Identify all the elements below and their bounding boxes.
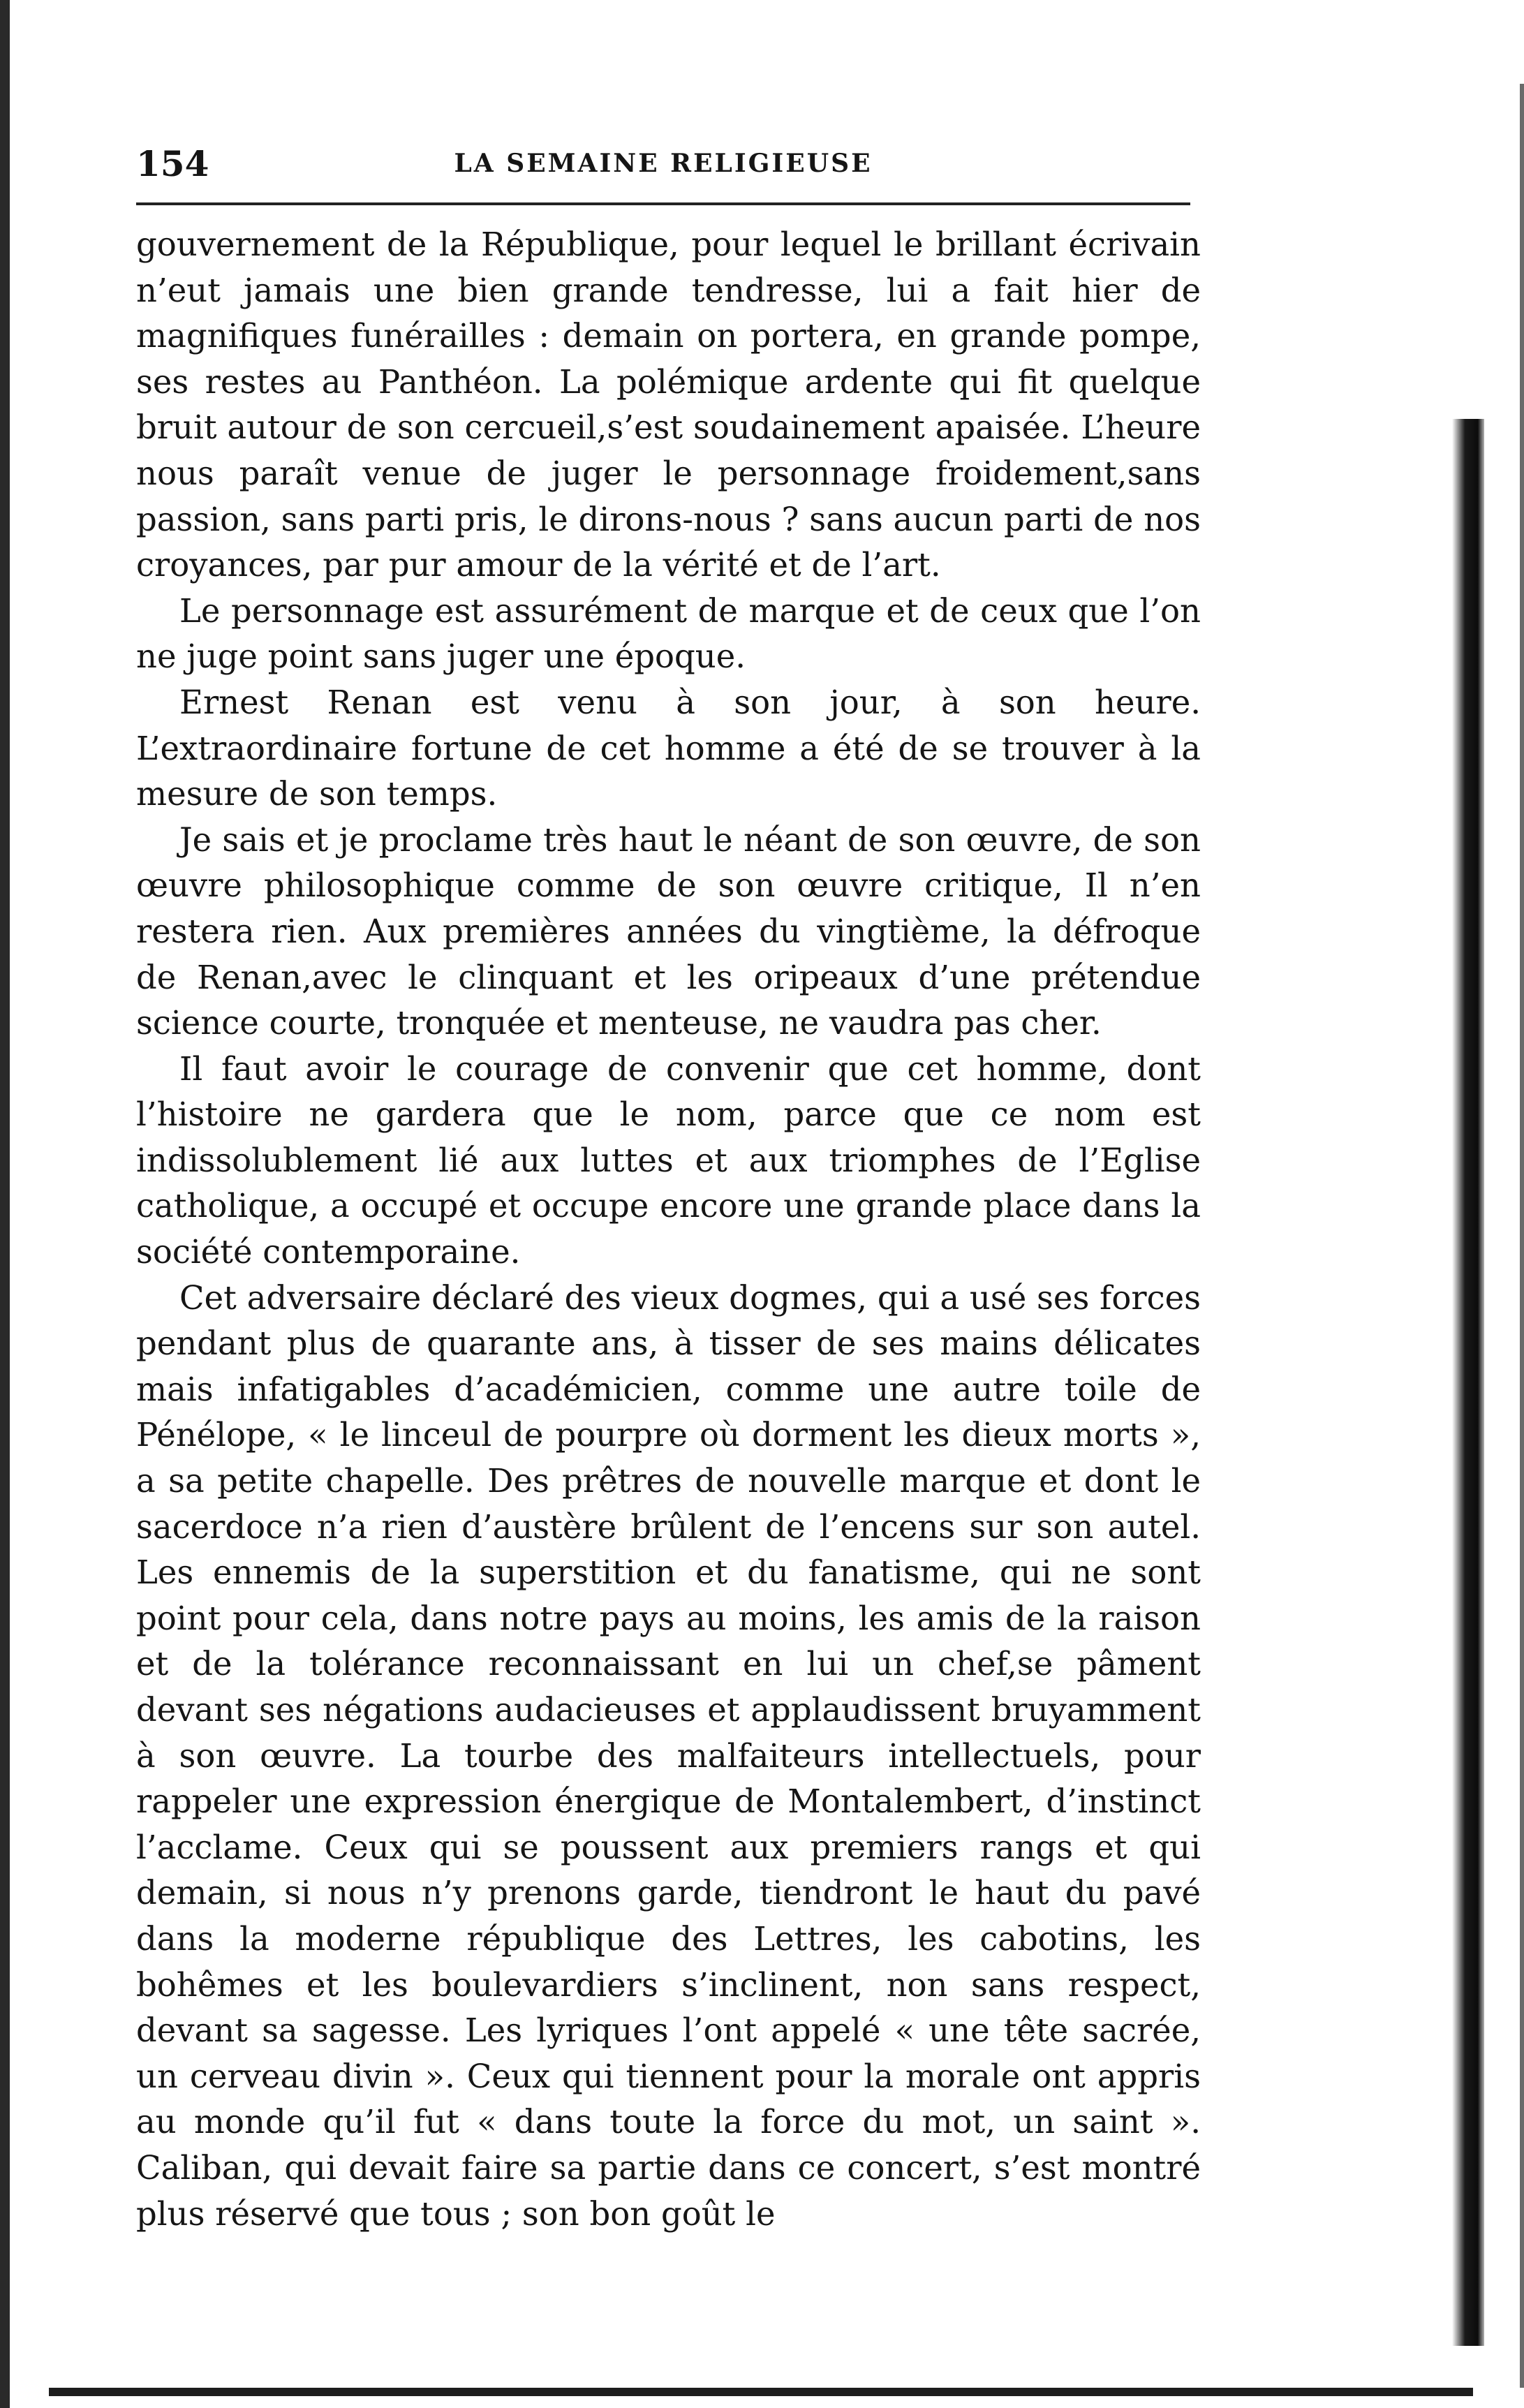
paragraph: Ernest Renan est venu à son jour, à son heure. L’extraordinaire fortune de cet homme a été de se trouver à la mesure de son temps. [136, 683, 1201, 813]
running-head: LA SEMAINE RELIGIEUSE [454, 149, 873, 178]
scan-bottom-edge [49, 2388, 1473, 2396]
scan-left-edge [0, 0, 10, 2408]
paragraph: Il faut avoir le courage de convenir que cet homme, dont l’histoire ne gardera que le nom, parce que ce nom est indissolublement lié aux luttes et aux triomphes de l’Eglise catholique, a occupé et occupe encore une grande place dans la société contemporaine. [136, 1049, 1201, 1271]
paragraph: gouvernement de la République, pour lequel le brillant écrivain n’eut jamais une bien grande tendresse, lui a fait hier de magnifiques funérailles : demain on portera, en grande pompe, ses restes au Panthéon. La polémique ardente qui fit quelque bruit autour de son cercueil,s’est soudainement apaisée. L’heure nous paraît venue de juger le personnage froidement,sans passion, sans parti pris, le dirons-nous ? sans aucun parti de nos croyances, par pur amour de la vérité et de l’art. [136, 226, 1201, 584]
body-text [136, 222, 1201, 2237]
page-number: 154 [136, 143, 209, 184]
page-header [136, 143, 1190, 185]
binding-shadow [1452, 419, 1484, 2346]
header-rule [136, 202, 1190, 205]
paragraph: Le personnage est assurément de marque et de ceux que l’on ne juge point sans juger une époque. [136, 591, 1201, 676]
paragraph: Je sais et je proclame très haut le néant de son œuvre, de son œuvre philosophique comme de son œuvre critique, Il n’en restera rien. Aux premières années du vingtième, la défroque de Renan,avec le clinquant et les oripeaux d’une prétendue science courte, tronquée et menteuse, ne vaudra pas cher. [136, 820, 1201, 1042]
scan-right-edge [1520, 84, 1524, 2388]
paragraph: Cet adversaire déclaré des vieux dogmes, qui a usé ses forces pendant plus de quarante ans, à tisser de ses mains délicates mais infatigables d’académicien, comme une autre toile de Pénélope, « le linceul de pourpre où dorment les dieux morts », a sa petite chapelle. Des prêtres de nouvelle marque et dont le sacerdoce n’a rien d’austère brûlent de l’encens sur son autel. Les ennemis de la superstition et du fanatisme, qui ne sont point pour cela, dans notre pays au moins, les amis de la raison et de la tolérance reconnaissant en lui un chef,se pâment devant ses négations audacieuses et applaudissent bruyamment à son œuvre. La tourbe des malfaiteurs intellectuels, pour rappeler une expression énergique de Montalembert, d’instinct l’acclame. Ceux qui se poussent aux premiers rangs et qui demain, si nous n’y prenons garde, tiendront le haut du pavé dans la moderne république des Lettres, les cabotins, les bohêmes et les boulevardiers s’inclinent, non sans respect, devant sa sagesse. Les lyriques l’ont appelé « une tête sacrée, un cerveau divin ». Ceux qui tiennent pour la morale ont appris au monde qu’il fut « dans toute la force du mot, un saint ». Caliban, qui devait faire sa partie dans ce concert, s’est montré plus réservé que tous ; son bon goût le [136, 1278, 1201, 2233]
